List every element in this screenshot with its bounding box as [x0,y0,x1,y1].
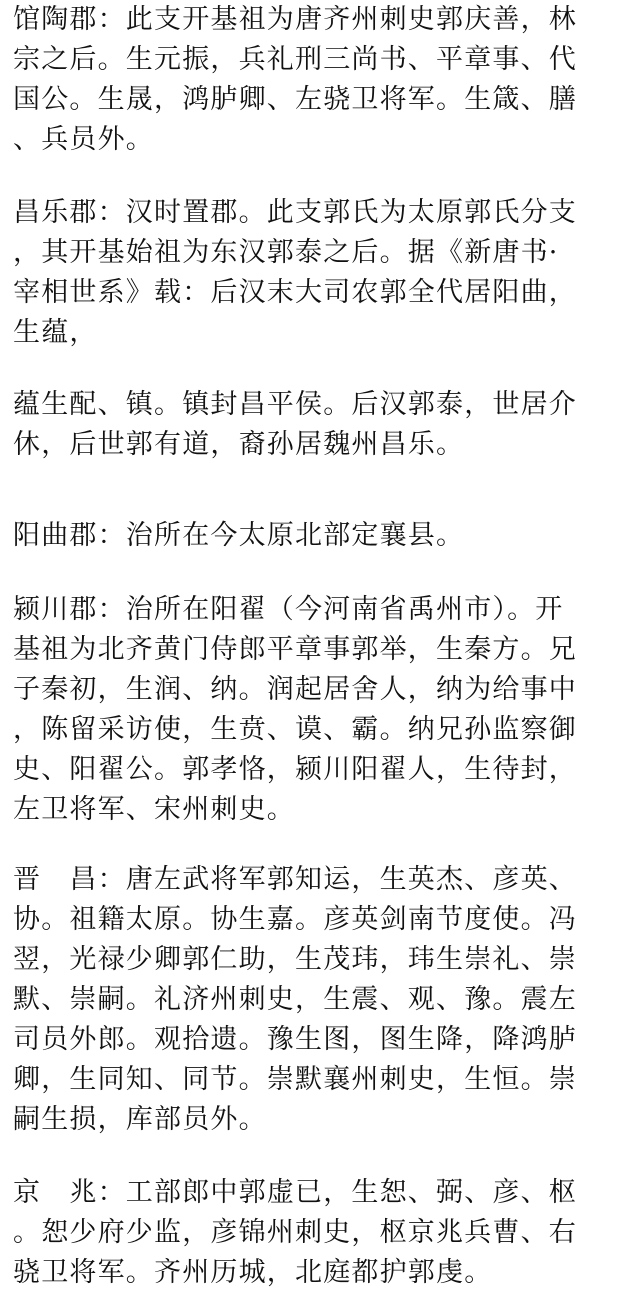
text-line: 嗣生损，库部员外。 [13,1104,267,1135]
text-line: 协。祖籍太原。协生嘉。彦英剑南节度使。冯 [13,904,577,935]
text-line: 司员外郎。观拾遗。豫生图，图生降，降鸿胪 [13,1024,577,1055]
text-line: 宗之后。生元振，兵礼刑三尚书、平章事、代 [13,44,577,75]
paragraph-jinchang [13,860,633,1140]
paragraph-changle-commandery [13,193,633,353]
text-line: 、兵员外。 [13,124,154,155]
text-line: 翌，光禄少卿郭仁助，生茂玮，玮生崇礼、崇 [13,944,577,975]
paragraph-yun-descendants [13,385,633,465]
text-line: 昌乐郡：汉时置郡。此支郭氏为太原郭氏分支 [13,197,577,228]
text-line: 休，后世郭有道，裔孙居魏州昌乐。 [13,429,465,460]
text-line: 卿，生同知、同节。崇默襄州刺史，生恒。崇 [13,1064,577,1095]
text-line: 阳曲郡：治所在今太原北部定襄县。 [13,520,465,551]
text-line: 基祖为北齐黄门侍郎平章事郭举，生秦方。兄 [13,634,577,665]
text-line: 。恕少府少监，彦锦州刺史，枢京兆兵曹、右 [13,1217,577,1248]
text-line: 左卫将军、宋州刺史。 [13,794,295,825]
text-line: 宰相世系》载：后汉末大司农郭全代居阳曲， [13,277,577,308]
text-line: 颍川郡：治所在阳翟（今河南省禹州市）。开 [13,594,564,625]
text-line: 子秦初，生润、纳。润起居舍人，纳为给事中 [13,674,577,705]
paragraph-jingzhao [13,1173,633,1293]
text-line: 史、阳翟公。郭孝恪，颍川阳翟人，生待封， [13,754,577,785]
text-line: 京 兆：工部郎中郭虚已，生恕、弼、彦、枢 [13,1177,577,1208]
text-line: ，其开基始祖为东汉郭泰之后。据《新唐书· [13,237,559,268]
text-line: 生蕴， [13,317,98,348]
text-line: 晋 昌：唐左武将军郭知运，生英杰、彦英、 [13,864,577,895]
text-line: 馆陶郡：此支开基祖为唐齐州刺史郭庆善，林 [13,4,577,35]
paragraph-yingchuan-commandery [13,590,633,830]
paragraph-yangqu-commandery [13,516,633,556]
text-line: 默、崇嗣。礼济州刺史，生震、观、豫。震左 [13,984,577,1015]
text-line: 国公。生晟，鸿胪卿、左骁卫将军。生箴、膳 [13,84,577,115]
text-line: 蕴生配、镇。镇封昌平侯。后汉郭泰，世居介 [13,389,577,420]
paragraph-guantao-commandery [13,0,633,160]
text-line: 骁卫将军。齐州历城，北庭都护郭虔。 [13,1257,493,1288]
text-line: ，陈留采访使，生贲、谟、霸。纳兄孙监察御 [13,714,577,745]
